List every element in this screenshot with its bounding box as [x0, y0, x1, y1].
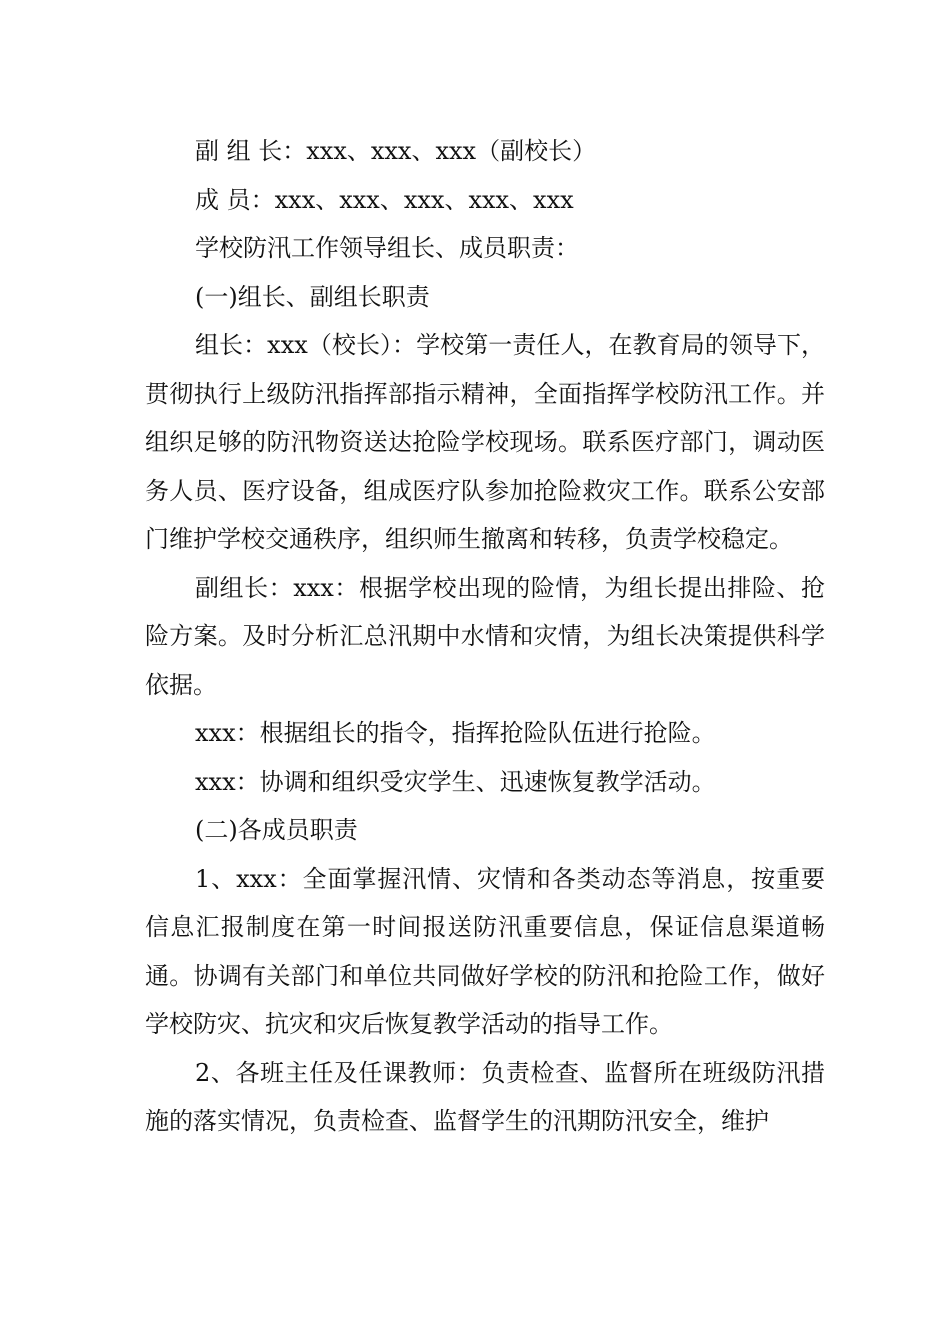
paragraph-duties-heading: 学校防汛工作领导组长、成员职责：	[195, 234, 579, 262]
section-heading-member-duties: (二)各成员职责	[195, 816, 358, 844]
paragraph-members: 成 员：xxx、xxx、xxx、xxx、xxx	[195, 185, 574, 214]
paragraph-member-duty-2: 2、各班主任及任课教师：负责检查、监督所在班级防汛措施的落实情况，负责检查、监督学生的汛期防汛安全，维护	[145, 1058, 825, 1135]
section-heading-leader-duties: (一)组长、副组长职责	[195, 282, 430, 311]
paragraph-recovery-coordination: xxx：协调和组织受灾学生、迅速恢复教学活动。	[195, 767, 716, 796]
paragraph-leader-duty: 组长：xxx（校长）：学校第一责任人，在教育局的领导下，贯彻执行上级防汛指挥部指示精神，全面指挥学校防汛工作。并组织足够的防汛物资送达抢险学校现场。联系医疗部门，调动医务人员、医疗设备，组成医疗队参加抢险救灾工作。联系公安部门维护学校交通秩序，组织师生撤离和转移，负责学校稳定。	[145, 331, 825, 553]
paragraph-rescue-command: xxx：根据组长的指令，指挥抢险队伍进行抢险。	[195, 719, 716, 747]
paragraph-deputy-leader-duty: 副组长：xxx：根据学校出现的险情，为组长提出排险、抢险方案。及时分析汇总汛期中水情和灾情，为组长决策提供科学依据。	[145, 573, 825, 699]
paragraph-member-duty-1: 1、xxx：全面掌握汛情、灾情和各类动态等消息，按重要信息汇报制度在第一时间报送防汛重要信息，保证信息渠道畅通。协调有关部门和单位共同做好学校的防汛和抢险工作，做好学校防灾、抗灾和灾后恢复教学活动的指导工作。	[145, 864, 825, 1038]
paragraph-deputy-leaders: 副 组 长：xxx、xxx、xxx（副校长）	[195, 137, 597, 165]
document-body	[145, 127, 825, 1146]
